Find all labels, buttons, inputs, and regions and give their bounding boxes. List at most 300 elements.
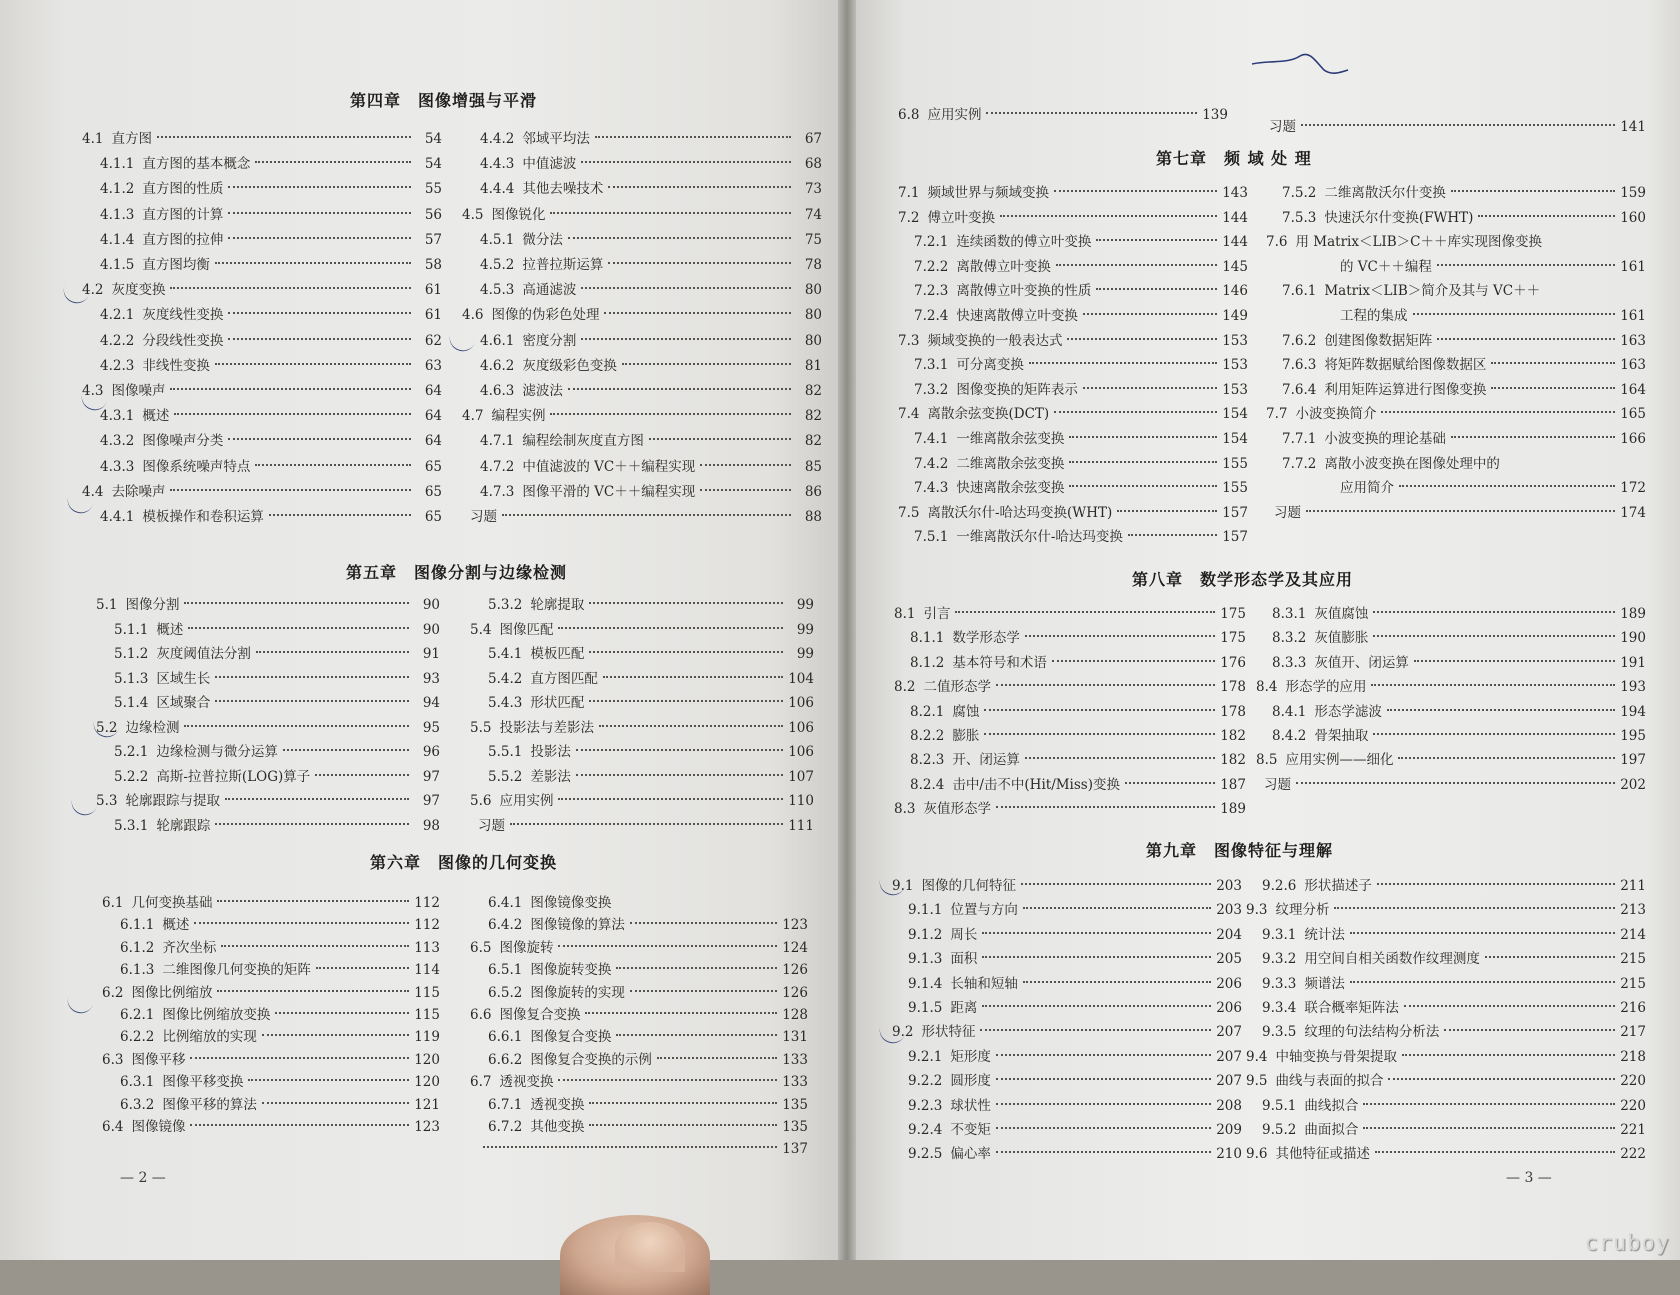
dot-leader <box>622 363 791 365</box>
toc-entry <box>488 892 808 914</box>
section-title: 中值滤波 <box>522 156 577 173</box>
page-number: 209 <box>1216 1122 1242 1138</box>
page-number: 175 <box>1220 606 1246 622</box>
page-number: 208 <box>1216 1097 1242 1114</box>
dot-leader <box>215 676 409 678</box>
page-number: 65 <box>424 483 442 500</box>
section-title: 图像噪声分类 <box>142 433 224 450</box>
page-number: 189 <box>1620 606 1646 622</box>
page-number: 218 <box>1620 1048 1646 1065</box>
toc-entry <box>470 1071 808 1093</box>
dot-leader <box>510 823 783 825</box>
dot-leader <box>982 956 1211 958</box>
page-number: 115 <box>414 1007 440 1023</box>
toc-entry <box>470 815 814 837</box>
page-folio: — 3 — <box>1506 1170 1552 1186</box>
toc-entry <box>114 741 440 763</box>
dot-leader <box>190 1124 409 1126</box>
page-number: 172 <box>1620 480 1646 497</box>
section-number: 4.2.3 <box>100 357 135 374</box>
dot-leader <box>581 161 791 163</box>
section-title: 其他变换 <box>530 1119 585 1135</box>
page-number: 211 <box>1620 878 1646 894</box>
toc-entry <box>908 1095 1242 1117</box>
page-number: 113 <box>414 939 440 956</box>
dot-leader <box>215 700 409 702</box>
toc-entry <box>488 982 808 1004</box>
section-number: 8.2 <box>894 679 916 696</box>
section-title: 用空间自相关函数作纹理测度 <box>1304 951 1480 968</box>
page-folio: — 2 — <box>120 1170 166 1186</box>
dot-leader <box>1371 684 1615 686</box>
section-title: 概述 <box>142 408 170 425</box>
section-number: 7.3 <box>898 332 920 349</box>
toc-entry <box>1262 924 1646 946</box>
section-number: 8.3 <box>894 801 916 818</box>
dot-leader <box>1301 124 1615 126</box>
page-number: 75 <box>804 231 822 248</box>
dot-leader <box>608 186 791 188</box>
page-number: 191 <box>1620 654 1646 671</box>
page-number: 205 <box>1216 951 1242 968</box>
section-number: 5.2.2 <box>114 768 149 785</box>
dot-leader <box>1399 485 1615 487</box>
section-number: 4.6.1 <box>480 332 515 349</box>
dot-leader <box>1056 264 1217 266</box>
dot-leader <box>1387 709 1615 711</box>
section-title: 形状特征 <box>921 1024 976 1041</box>
section-title: 腐蚀 <box>952 703 980 720</box>
dot-leader <box>255 161 411 163</box>
toc-entry <box>1262 948 1646 970</box>
dot-leader <box>1067 338 1217 340</box>
dot-leader <box>1083 387 1217 389</box>
page-number: 90 <box>422 597 440 613</box>
toc-entry <box>82 481 442 503</box>
page-number: 157 <box>1222 529 1248 546</box>
section-title: 图像复合变换 <box>499 1007 581 1023</box>
dot-leader <box>184 725 409 727</box>
section-title: 数学形态学 <box>952 630 1020 647</box>
page-number: 112 <box>414 895 440 911</box>
toc-entry <box>1266 502 1646 524</box>
toc-entry <box>1266 477 1646 499</box>
page-number: 110 <box>788 793 814 809</box>
page-number: 124 <box>782 939 808 956</box>
section-title: 微分法 <box>522 231 563 248</box>
toc-entry <box>114 692 440 714</box>
section-number: 6.2.1 <box>120 1007 155 1023</box>
page-number: 95 <box>422 719 440 736</box>
dot-leader <box>558 627 783 629</box>
dot-leader <box>568 237 791 239</box>
page-number: 107 <box>788 768 814 785</box>
section-title: 其他特征或描述 <box>1275 1146 1370 1163</box>
section-number: 9.1 <box>892 878 914 894</box>
dot-leader <box>576 774 783 776</box>
section-number: 5.6 <box>470 793 492 809</box>
pen-squiggle <box>1250 48 1350 88</box>
toc-entry <box>120 914 440 936</box>
toc-entry <box>1282 354 1646 376</box>
section-number: 6.7 <box>470 1074 492 1091</box>
dot-leader <box>1023 981 1211 983</box>
toc-entry <box>1282 182 1646 204</box>
section-title: 图像平移的算法 <box>162 1096 257 1113</box>
dot-leader <box>585 1012 777 1014</box>
section-title: 位置与方向 <box>950 902 1018 919</box>
section-number: 5.4.3 <box>488 695 523 711</box>
dot-leader <box>1491 387 1615 389</box>
section-title: 分段线性变换 <box>142 332 224 349</box>
toc-entry <box>1262 1095 1646 1117</box>
dot-leader <box>1377 883 1615 885</box>
toc-entry <box>908 1119 1242 1141</box>
page-number: 153 <box>1222 381 1248 398</box>
page-number: 106 <box>788 719 814 736</box>
section-title: 灰值腐蚀 <box>1314 606 1369 622</box>
dot-leader <box>955 611 1215 613</box>
section-number: 9.1.1 <box>908 902 943 919</box>
page-number: 182 <box>1220 728 1246 744</box>
toc-entry <box>488 741 814 763</box>
section-number: 9.1.5 <box>908 1000 943 1016</box>
section-title: 邻域平均法 <box>522 131 590 147</box>
page-number: 160 <box>1620 209 1646 226</box>
page-number: 85 <box>804 458 822 475</box>
section-title: 习题 <box>478 817 505 834</box>
dot-leader <box>996 1103 1211 1105</box>
page-number: 174 <box>1620 504 1646 521</box>
section-title: 连续函数的傅立叶变换 <box>956 234 1092 251</box>
dot-leader <box>1388 1078 1615 1080</box>
section-number: 7.6.3 <box>1282 357 1317 374</box>
dot-leader <box>630 922 777 924</box>
dot-leader <box>184 602 409 604</box>
dot-leader <box>269 514 411 516</box>
toc-entry <box>1272 603 1646 625</box>
section-number: 7.3.1 <box>914 357 949 374</box>
section-title: Matrix＜LIB＞简介及其与 VC＋＋ <box>1324 283 1541 300</box>
chapter-title: 第七章 频 域 处 理 <box>1156 149 1312 168</box>
section-title: 离散沃尔什-哈达玛变换(WHT) <box>927 504 1113 521</box>
toc-entry <box>114 668 440 690</box>
section-number: 4.4.3 <box>480 156 515 173</box>
toc-entry <box>1256 774 1646 796</box>
page-number: 126 <box>782 962 808 979</box>
page-number: 178 <box>1220 703 1246 720</box>
dot-leader <box>1000 215 1217 217</box>
page-number: 80 <box>804 307 822 324</box>
section-number: 4.1 <box>82 131 104 147</box>
section-number: 8.3.3 <box>1272 654 1307 671</box>
section-title: 图像匹配 <box>499 621 554 638</box>
toc-entry <box>1266 305 1646 327</box>
page-number: 86 <box>804 483 822 500</box>
section-title: 用 Matrix＜LIB＞C＋＋库实现图像变换 <box>1295 234 1543 251</box>
dot-leader <box>170 388 411 390</box>
section-number: 9.3.2 <box>1262 951 1297 968</box>
section-number: 4.1.1 <box>100 156 135 173</box>
toc-entry <box>1256 676 1646 698</box>
page-number: 78 <box>804 257 822 273</box>
toc-entry <box>1282 428 1646 450</box>
dot-leader <box>174 413 411 415</box>
dot-leader <box>1029 362 1217 364</box>
toc-entry <box>488 692 814 714</box>
section-title: 习题 <box>1264 776 1291 793</box>
page-number: 207 <box>1216 1073 1242 1090</box>
section-number: 5.1.2 <box>114 646 149 662</box>
page-number: 128 <box>782 1007 808 1023</box>
section-title: 投影法 <box>530 744 571 760</box>
watermark-text: cruboy <box>1584 1231 1670 1256</box>
dot-leader <box>228 237 411 239</box>
dot-leader <box>215 363 411 365</box>
section-number: 4.2.2 <box>100 332 135 349</box>
section-title: 高通滤波 <box>522 282 577 299</box>
section-number: 5.1.3 <box>114 670 149 687</box>
toc-entry <box>100 254 442 276</box>
toc-entry <box>1282 207 1646 229</box>
section-number: 9.5 <box>1246 1073 1268 1090</box>
section-title: 图像分割 <box>125 597 180 613</box>
page-number: 123 <box>414 1119 440 1135</box>
section-title: 图像的几何特征 <box>921 878 1016 894</box>
toc-entry <box>100 178 442 200</box>
toc-entry <box>1246 899 1646 921</box>
toc-entry <box>470 1138 808 1160</box>
dot-leader <box>283 749 409 751</box>
section-title: 直方图 <box>111 131 152 147</box>
page-number: 141 <box>1620 119 1646 135</box>
section-number: 7.4.1 <box>914 431 949 447</box>
toc-entry <box>114 643 440 665</box>
dot-leader <box>215 262 411 264</box>
section-title: 引言 <box>923 606 951 622</box>
section-title: 轮廓跟踪 <box>156 817 211 834</box>
section-number: 4.4.1 <box>100 509 135 525</box>
section-title: 图像镜像的算法 <box>530 917 625 934</box>
dot-leader <box>248 1079 409 1081</box>
section-number: 8.2.1 <box>910 703 945 720</box>
page-number: 114 <box>414 962 440 979</box>
page-number: 220 <box>1620 1097 1646 1114</box>
section-number: 8.5 <box>1256 752 1278 769</box>
section-title: 应用实例 <box>499 793 554 809</box>
section-number: 7.5.2 <box>1282 185 1317 201</box>
section-number: 4.4.2 <box>480 131 515 147</box>
toc-entry <box>1262 973 1646 995</box>
dot-leader <box>599 725 783 727</box>
section-title: 小波变换的理论基础 <box>1324 431 1446 447</box>
toc-entry <box>470 619 814 641</box>
page-number: 98 <box>422 817 440 834</box>
section-title: 小波变换简介 <box>1295 406 1377 423</box>
dot-leader <box>1350 932 1615 934</box>
page-number: 146 <box>1222 283 1248 300</box>
section-title: 应用简介 <box>1340 480 1394 497</box>
page-number: 161 <box>1620 258 1646 275</box>
section-number: 9.2.3 <box>908 1097 943 1114</box>
page-number: 123 <box>782 917 808 934</box>
toc-entry <box>96 790 440 812</box>
toc-entry <box>908 1143 1242 1165</box>
dot-leader <box>262 1102 409 1104</box>
section-title: 灰度线性变换 <box>142 307 224 324</box>
dot-leader <box>1069 436 1217 438</box>
toc-entry <box>1266 403 1646 425</box>
section-title: 图像平滑的 VC＋＋编程实现 <box>522 483 696 500</box>
toc-entry <box>1266 256 1646 278</box>
page-number: 121 <box>414 1096 440 1113</box>
section-title: 灰值开、闭运算 <box>1314 654 1409 671</box>
toc-entry <box>908 997 1242 1019</box>
section-title: 概述 <box>156 621 184 638</box>
section-title: 工程的集成 <box>1340 308 1408 324</box>
dot-leader <box>1052 660 1215 662</box>
dot-leader <box>1437 264 1615 266</box>
section-number: 8.3.1 <box>1272 606 1307 622</box>
toc-entry <box>100 456 442 478</box>
page-number: 217 <box>1620 1024 1646 1041</box>
section-number: 6.4.2 <box>488 917 523 934</box>
section-title: 二维离散沃尔什变换 <box>1324 185 1446 201</box>
page-number: 55 <box>424 181 442 198</box>
toc-entry <box>914 477 1248 499</box>
toc-entry <box>462 204 822 226</box>
page-number: 161 <box>1620 308 1646 324</box>
section-number: 4.6.3 <box>480 383 515 399</box>
page-number: 67 <box>804 131 822 147</box>
toc-entry <box>914 453 1248 475</box>
page-number: 93 <box>422 670 440 687</box>
page-number: 119 <box>414 1029 440 1046</box>
page-number: 73 <box>804 181 822 198</box>
section-number: 7.4.2 <box>914 455 949 472</box>
toc-entry <box>488 959 808 981</box>
dot-leader <box>604 312 791 314</box>
section-number: 4.5 <box>462 206 484 223</box>
section-title: 比例缩放的实现 <box>162 1029 257 1046</box>
page-number: 197 <box>1620 752 1646 769</box>
dot-leader <box>1054 411 1217 413</box>
dot-leader <box>1373 733 1615 735</box>
section-number: 9.1.4 <box>908 975 943 992</box>
section-title: 习题 <box>1274 504 1301 521</box>
section-number: 4.6.2 <box>480 357 515 374</box>
toc-entry <box>1262 997 1646 1019</box>
section-number: 9.3.5 <box>1262 1024 1297 1041</box>
section-number: 9.3.1 <box>1262 926 1297 943</box>
dot-leader <box>1485 956 1615 958</box>
page-number: 153 <box>1222 357 1248 374</box>
section-title: 击中/击不中(Hit/Miss)变换 <box>952 776 1121 793</box>
toc-entry <box>898 104 1228 126</box>
dot-leader <box>1381 411 1615 413</box>
section-number: 8.2.3 <box>910 752 945 769</box>
toc-entry <box>470 717 814 739</box>
section-title: 区域聚合 <box>156 695 211 711</box>
section-number: 5.3 <box>96 793 118 809</box>
page-number: 82 <box>804 383 822 399</box>
toc-entry <box>908 924 1242 946</box>
section-title: 快速离散余弦变换 <box>956 480 1065 497</box>
dot-leader <box>1096 239 1217 241</box>
dot-leader <box>1023 907 1211 909</box>
dot-leader <box>483 1146 777 1148</box>
toc-entry <box>480 355 822 377</box>
page-number: 222 <box>1620 1146 1646 1163</box>
section-title: 将矩阵数据赋给图像数据区 <box>1324 357 1487 374</box>
section-title: 模板匹配 <box>530 646 585 662</box>
section-title: 轮廓跟踪与提取 <box>125 793 220 809</box>
section-title: 基本符号和术语 <box>952 654 1047 671</box>
section-number: 4.2 <box>82 282 104 299</box>
left-page <box>0 0 838 1260</box>
section-number: 7.1 <box>898 185 920 201</box>
dot-leader <box>657 1057 777 1059</box>
page-number: 139 <box>1202 107 1228 123</box>
dot-leader <box>630 990 777 992</box>
toc-entry <box>1266 231 1646 253</box>
dot-leader <box>589 651 783 653</box>
section-number: 4.6 <box>462 307 484 324</box>
section-title: 去除噪声 <box>111 483 166 500</box>
section-title: 拉普拉斯运算 <box>522 257 604 273</box>
page-number: 62 <box>424 332 442 349</box>
toc-entry <box>894 603 1246 625</box>
toc-entry <box>892 875 1242 897</box>
toc-entry <box>96 717 440 739</box>
dot-leader <box>700 464 791 466</box>
section-title: 快速离散傅立叶变换 <box>956 308 1078 324</box>
page-number: 82 <box>804 433 822 450</box>
toc-entry <box>1261 116 1646 138</box>
section-number: 4.7 <box>462 408 484 425</box>
toc-entry <box>120 1004 440 1026</box>
page-number: 175 <box>1220 630 1246 647</box>
toc-entry <box>908 1070 1242 1092</box>
toc-entry <box>480 153 822 175</box>
section-number: 6.6.1 <box>488 1029 523 1046</box>
page-number: 165 <box>1620 406 1646 423</box>
section-number: 8.2.2 <box>910 728 945 744</box>
section-title: 灰度阈值法分割 <box>156 646 251 662</box>
page-number: 157 <box>1222 504 1248 521</box>
page-number: 213 <box>1620 902 1646 919</box>
toc-entry <box>480 380 822 402</box>
dot-leader <box>558 1079 777 1081</box>
section-title: 傅立叶变换 <box>927 209 995 226</box>
dot-leader <box>228 338 411 340</box>
section-title: 频域世界与频域变换 <box>927 185 1049 201</box>
dot-leader <box>1398 757 1615 759</box>
page-number: 112 <box>414 917 440 934</box>
toc-entry <box>82 380 442 402</box>
dot-leader <box>170 489 411 491</box>
section-number: 4.4.4 <box>480 181 515 198</box>
dot-leader <box>595 136 791 138</box>
toc-entry <box>96 594 440 616</box>
page-number: 195 <box>1620 728 1646 744</box>
toc-entry <box>894 676 1246 698</box>
dot-leader <box>984 733 1215 735</box>
section-title: 应用实例——细化 <box>1285 752 1394 769</box>
section-title: 圆形度 <box>950 1073 991 1090</box>
dot-leader <box>1069 485 1217 487</box>
dot-leader <box>228 438 411 440</box>
